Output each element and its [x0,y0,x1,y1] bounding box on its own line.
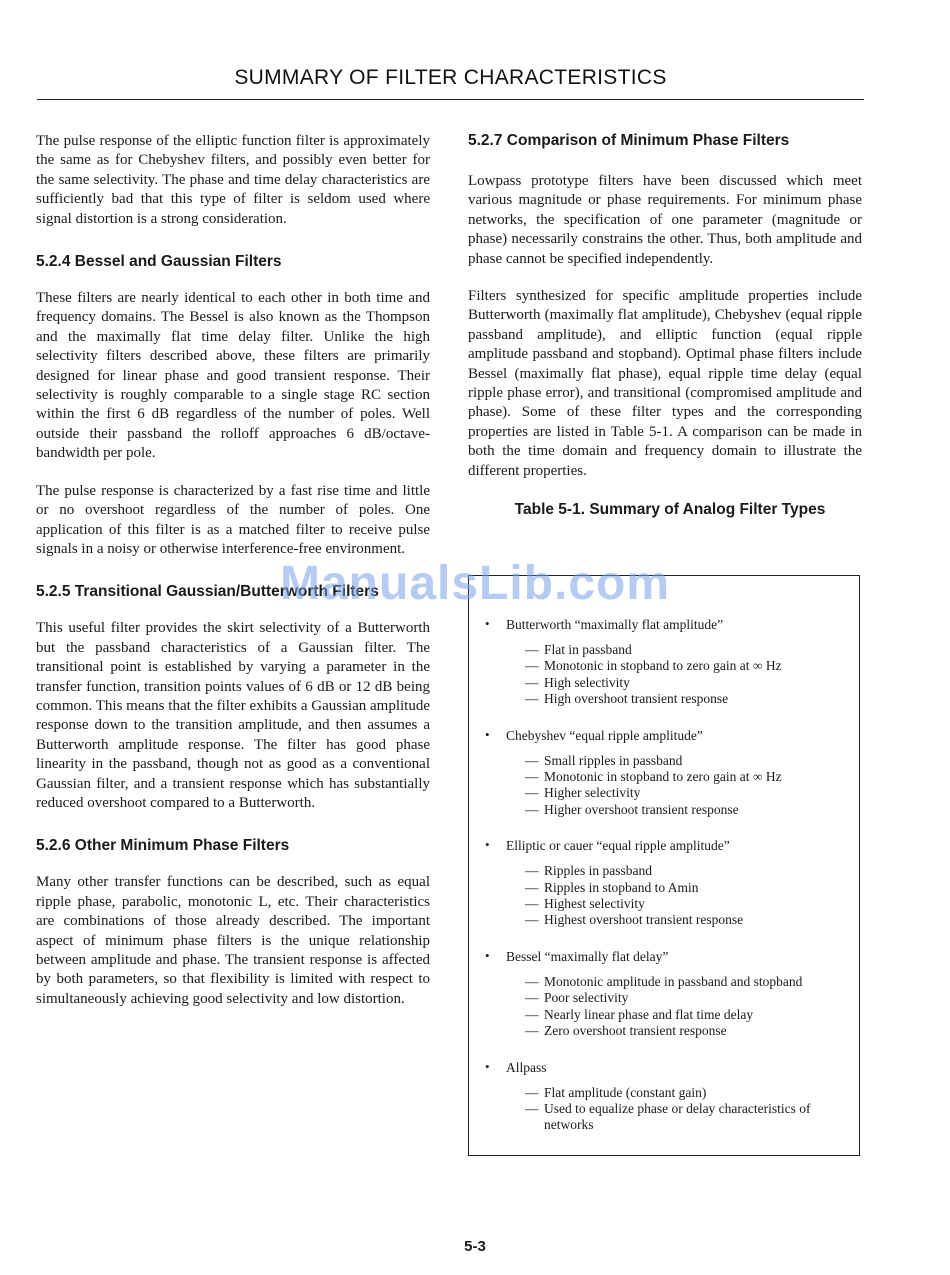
dash-icon: — [525,990,539,1006]
dash-icon: — [525,752,539,768]
filter-property-text: Monotonic amplitude in passband and stopband [544,973,803,989]
table-caption: Table 5-1. Summary of Analog Filter Types [514,501,826,519]
filter-type-name: Butterworth “maximally flat amplitude” [506,617,724,632]
dash-icon: — [525,691,539,707]
filter-property-text: Zero overshoot transient response [544,1023,727,1039]
left-column [36,132,430,1009]
filter-property [525,785,849,801]
filter-property-text: Highest selectivity [544,896,645,912]
filter-property [525,769,849,785]
filter-type-name: Elliptic or cauer “equal ripple amplitude” [506,838,730,854]
filter-property-text: Monotonic in stopband to zero gain at ∞ Hz [544,769,782,785]
section-5-2-4-paragraph-2: The pulse response is characterized by a fast rise time and little or no overshoot regardless of the number of poles. One application of this filter is as a matched filter to receive pulse signals in a noisy or otherwise interference-free environment. [36,482,430,557]
filter-properties-list [525,1085,849,1134]
dash-icon: — [525,863,539,879]
bullet-icon: • [485,947,490,963]
filter-property [525,802,849,818]
bullet-icon: • [485,726,490,742]
filter-property-text: High overshoot transient response [544,691,729,707]
filter-property [525,1023,849,1039]
filter-type-item [485,727,849,819]
filter-property-text: Small ripples in passband [544,752,683,768]
filter-property [525,658,849,674]
bullet-icon: • [485,837,490,853]
right-column [468,132,862,519]
dash-icon: — [525,973,539,989]
filter-types-list [485,616,849,1153]
filter-type-name: Allpass [506,1059,547,1075]
filter-property-text: Poor selectivity [544,990,629,1006]
filter-type-item [485,948,849,1040]
filter-property-text: Ripples in stopband to Amin [544,879,699,895]
filter-type-name: Bessel “maximally flat delay” [506,948,669,964]
section-5-2-7-paragraph-1: Lowpass prototype filters have been discussed which meet various magnitude or phase requirements. For minimum phase networks, the specification of one parameter (magnitude or phase) necessarily constrains the other. Thus, both amplitude and phase cannot be specified independently. [468,173,862,267]
filter-properties-list [525,974,849,1040]
filter-property [525,642,849,658]
dash-icon: — [525,1084,539,1100]
filter-property-text: Higher selectivity [544,785,641,801]
page-number: 5-3 [464,1238,486,1255]
filter-property [525,1085,849,1101]
filter-type-item [485,616,849,708]
section-5-2-4-heading: 5.2.4 Bessel and Gaussian Filters [36,253,282,271]
intro-paragraph: The pulse response of the elliptic function filter is approximately the same as for Chebyshev filters, and possibly even better for the same selectivity. The phase and time delay characteristics are sufficiently bad that this type of filter is seldom used where signal distortion is a strong consideration. [36,133,430,227]
filter-properties-list [525,753,849,819]
filter-property [525,675,849,691]
filter-property [525,691,849,707]
section-5-2-5-paragraph: This useful filter provides the skirt selectivity of a Butterworth but the passband characteristics of a Gaussian filter. The transitional point is established by varying a parameter in the transfer function, transition points values of 6 dB or 12 dB being common. This means that the filter exhibits a Gaussian amplitude response down to the transition amplitude, and then assumes a Butterworth amplitude response. The filter has good phase linearity in the passband, though not as good as a conventional Gaussian filter, and a transient response which has substantially reduced overshoot compared to a Butterworth. [36,620,430,811]
filter-property-text: Flat in passband [544,642,632,657]
filter-property-text: Used to equalize phase or delay characteristics of networks [544,1100,811,1133]
bullet-icon: • [485,616,490,631]
filter-property [525,990,849,1006]
filter-property-text: Higher overshoot transient response [544,801,739,817]
filter-property [525,863,849,879]
dash-icon: — [525,896,539,912]
section-5-2-4-paragraph-1: These filters are nearly identical to each other in both time and frequency domains. The Bessel is also known as the Thompson and the maximally flat time delay filter. Unlike the high selectivity filters described above, these filters are primarily designed for linear phase and good transient response. Their selectivity is roughly comparable to a single stage RC section within the first 6 dB regardless of the number of poles. Well outside their passband the rolloff approaches 6 dB/octave-bandwidth per pole. [36,290,430,462]
filter-type-name: Chebyshev “equal ripple amplitude” [506,727,703,743]
bullet-icon: • [485,1058,490,1074]
watermark-logo: ManualsLib.com [280,557,671,610]
header-rule [37,99,864,100]
dash-icon: — [525,801,539,817]
filter-property [525,1101,849,1134]
dash-icon: — [525,879,539,895]
dash-icon: — [525,912,539,928]
dash-icon: — [525,674,539,690]
filter-property-text: Nearly linear phase and flat time delay [544,1006,754,1022]
dash-icon: — [525,658,539,674]
section-5-2-7-heading: 5.2.7 Comparison of Minimum Phase Filters [468,132,790,149]
filter-property-text: Monotonic in stopband to zero gain at ∞ Hz [544,658,782,674]
filter-type-item [485,1059,849,1134]
filter-properties-list [525,863,849,929]
section-5-2-5-heading: 5.2.5 Transitional Gaussian/Butterworth Filters [36,583,379,601]
filter-property-text: Flat amplitude (constant gain) [544,1084,707,1100]
section-5-2-6-heading: 5.2.6 Other Minimum Phase Filters [36,837,290,855]
dash-icon: — [525,785,539,801]
filter-property [525,974,849,990]
filter-property [525,1007,849,1023]
filter-property-text: Ripples in passband [544,863,652,879]
filter-properties-list [525,642,849,708]
dash-icon: — [525,642,539,657]
dash-icon: — [525,1023,539,1039]
filter-property-text: Highest overshoot transient response [544,912,744,928]
filter-property [525,753,849,769]
filter-types-table [468,575,860,1156]
filter-property [525,880,849,896]
dash-icon: — [525,1006,539,1022]
filter-property [525,896,849,912]
dash-icon: — [525,1100,539,1116]
page-title: SUMMARY OF FILTER CHARACTERISTICS [234,66,667,89]
section-5-2-6-paragraph: Many other transfer functions can be described, such as equal ripple phase, parabolic, monotonic L, etc. Their characteristics are combinations of those already described. The important aspect of minimum phase filters is the unique relationship between amplitude and phase. The transient response is affected by both parameters, so that flexibility is limited with respect to simultaneously achieving good selectivity and low distortion. [36,874,430,1007]
filter-type-item [485,837,849,929]
filter-property-text: High selectivity [544,674,630,690]
filter-property [525,912,849,928]
dash-icon: — [525,769,539,785]
section-5-2-7-paragraph-2: Filters synthesized for specific amplitude properties include Butterworth (maximally flat amplitude), Chebyshev (equal ripple passband amplitude), and elliptic function (equal ripple amplitude passband and stopband). Optimal phase filters include Bessel (maximally flat phase), equal ripple time delay (equal ripple phase error), and transitional (compromised amplitude and phase). Some of these filter types and the corresponding properties are listed in Table 5-1. A comparison can be made in both the time domain and frequency domain to illustrate the different properties. [468,288,862,479]
